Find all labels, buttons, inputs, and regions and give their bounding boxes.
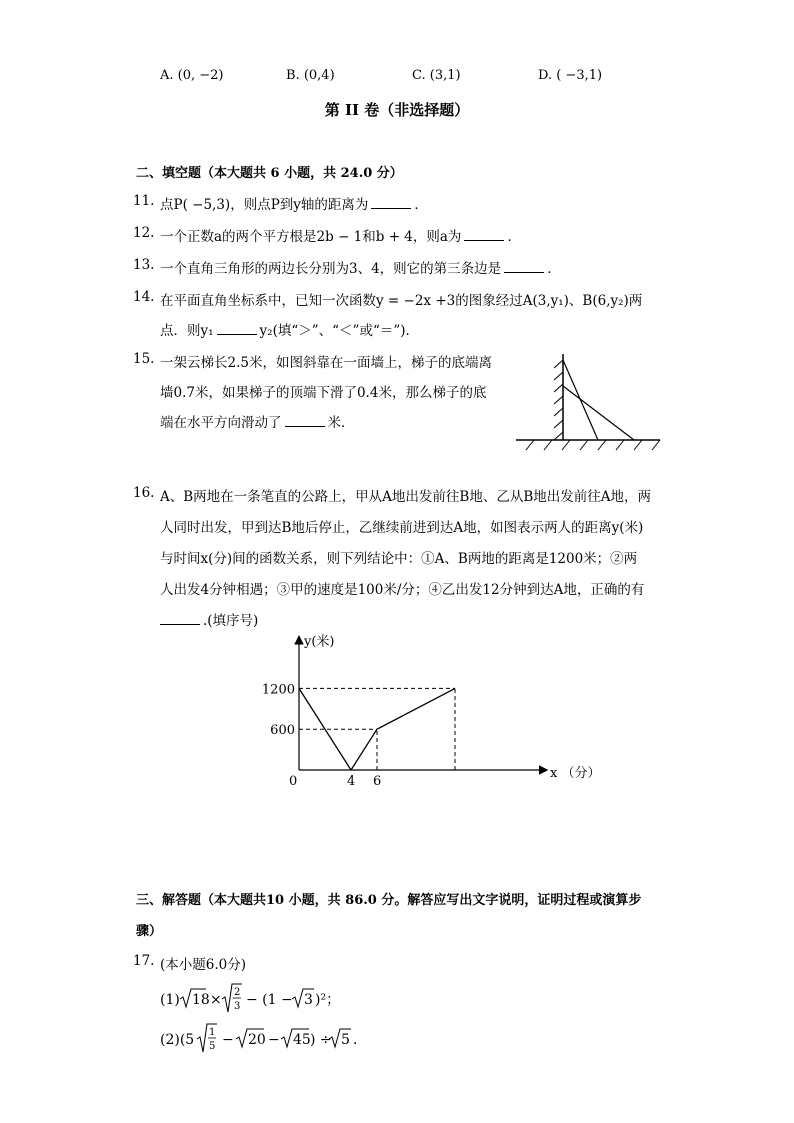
q17-p1-end: )²；	[315, 992, 341, 1008]
q13-tail: ．	[547, 261, 561, 277]
q12-text: 一个正数a的两个平方根是2b − 1和b + 4，则a为	[160, 229, 462, 245]
option-b: B. (0,4)	[286, 68, 335, 83]
q17-p2-minus: −	[222, 1032, 234, 1048]
answer-blank-15[interactable]	[285, 414, 325, 427]
option-a: A. (0, −2)	[160, 68, 224, 83]
y-axis-label: y(米)	[304, 634, 335, 650]
x-axis-label: x （分）	[550, 766, 601, 781]
y-tick-label-600: 600	[270, 723, 295, 739]
q11-tail: ．	[414, 197, 428, 213]
q17-p1-sqrt2: 3	[304, 992, 313, 1008]
option-c: C. (3,1)	[412, 68, 461, 83]
q17-p1-frac-den: 3	[234, 1001, 241, 1012]
q16-number: 16.	[133, 485, 155, 501]
q17-p1-frac-num: 2	[234, 987, 241, 998]
answer-blank-16[interactable]	[160, 612, 200, 625]
answer-blank-13[interactable]	[504, 260, 544, 273]
q17-p2-sqrt2: 45	[293, 1032, 311, 1048]
wall-hatching	[554, 360, 563, 440]
q16-line5	[160, 609, 258, 629]
q17-p2-sqrt1: 20	[248, 1032, 266, 1048]
q17-part2-expression	[158, 1018, 378, 1060]
q17-p2-frac-num: 1	[209, 1027, 216, 1038]
q17-p1-label: (1)	[160, 992, 180, 1008]
section2-heading: 二、填空题（本大题共 6 小题，共 24.0 分）	[136, 166, 403, 181]
q15-number: 15.	[133, 351, 155, 367]
q14-line2	[160, 319, 419, 339]
x-tick-label-6: 6	[373, 774, 382, 789]
origin-label: 0	[289, 774, 298, 789]
q12-number: 12.	[133, 225, 155, 241]
q11-number: 11.	[133, 193, 155, 209]
q13-number: 13.	[133, 257, 155, 273]
q17-p2-label: (2)(5	[160, 1032, 195, 1048]
q16-line5-text: .(填序号)	[203, 613, 259, 629]
q12-tail: ．	[507, 229, 521, 245]
q14-line1: 在平面直角坐标系中，已知一次函数y = −2x +3的图象经过A(3,y₁)、B(6,y₂)两	[160, 293, 643, 309]
q16-line3: 与时间x(分)间的函数关系，则下列结论中：①A、B两地的距离是1200米；②两	[160, 551, 638, 567]
q17-p1-mid: − (1 −	[246, 992, 293, 1008]
q17-p2-frac-den: 5	[209, 1041, 216, 1052]
q17-p2-sqrt3: 5	[341, 1032, 350, 1048]
option-d: D. ( −3,1)	[538, 68, 603, 83]
q17-p2-end: ．	[353, 1032, 367, 1048]
question-11	[160, 193, 428, 213]
part2-title: 第 II 卷（非选择题）	[324, 101, 470, 119]
answer-blank-11[interactable]	[371, 196, 411, 209]
section3-heading-line2: 骤）	[136, 924, 163, 939]
q17-p1-sqrt1: 18	[192, 992, 210, 1008]
q14-line2b: y₂(填“＞”、“＜”或“＝”)．	[259, 323, 420, 339]
q13-text: 一个直角三角形的两边长分别为3、4，则它的第三条边是	[160, 261, 502, 277]
q17-part1-expression	[158, 978, 368, 1020]
q14-line2a: 点．则y₁	[160, 323, 214, 339]
q17-p1-times: ×	[210, 992, 222, 1008]
answer-blank-12[interactable]	[464, 228, 504, 241]
q11-text: 点P( −5,3)，则点P到y轴的距离为	[160, 197, 369, 213]
q16-line2: 人同时出发，甲到达B地后停止，乙继续前进到达A地，如图表示两人的距离y(米)	[160, 520, 644, 536]
section3-heading-line1: 三、解答题（本大题共10 小题，共 86.0 分。解答应写出文字说明，证明过程或演算步	[136, 893, 642, 908]
q15-line3b: 米．	[327, 415, 355, 431]
q14-number: 14.	[133, 289, 155, 305]
distance-segment-2	[377, 688, 455, 729]
q17-p2-minus2: −	[268, 1032, 280, 1048]
q17-p2-div: ) ÷	[310, 1032, 332, 1048]
question-12	[160, 225, 521, 245]
q17-number: 17.	[133, 953, 155, 969]
q17-intro: (本小题6.0分)	[160, 957, 247, 973]
q15-line2: 墙0.7米，如果梯子的顶端下滑了0.4米，那么梯子的底	[160, 385, 487, 401]
ground-hatching	[526, 440, 660, 450]
ladder-figure	[512, 346, 664, 458]
distance-time-chart	[260, 630, 601, 795]
distance-segment-1	[351, 729, 377, 770]
q15-line3	[160, 411, 355, 431]
q15-line1: 一架云梯长2.5米，如图斜靠在一面墙上，梯子的底端离	[160, 355, 492, 371]
question-13	[160, 257, 561, 277]
y-tick-label-1200: 1200	[261, 682, 295, 698]
ladder-after	[563, 386, 634, 440]
q16-line1: A、B两地在一条笔直的公路上，甲从A地出发前往B地、乙从B地出发前往A地，两	[160, 489, 652, 505]
x-tick-label-4: 4	[347, 774, 356, 789]
q16-line4: 人出发4分钟相遇；③甲的速度是100米/分；④乙出发12分钟到达A地，正确的有	[160, 582, 645, 598]
q15-line3a: 端在水平方向滑动了	[160, 415, 282, 431]
answer-blank-14[interactable]	[217, 322, 257, 335]
